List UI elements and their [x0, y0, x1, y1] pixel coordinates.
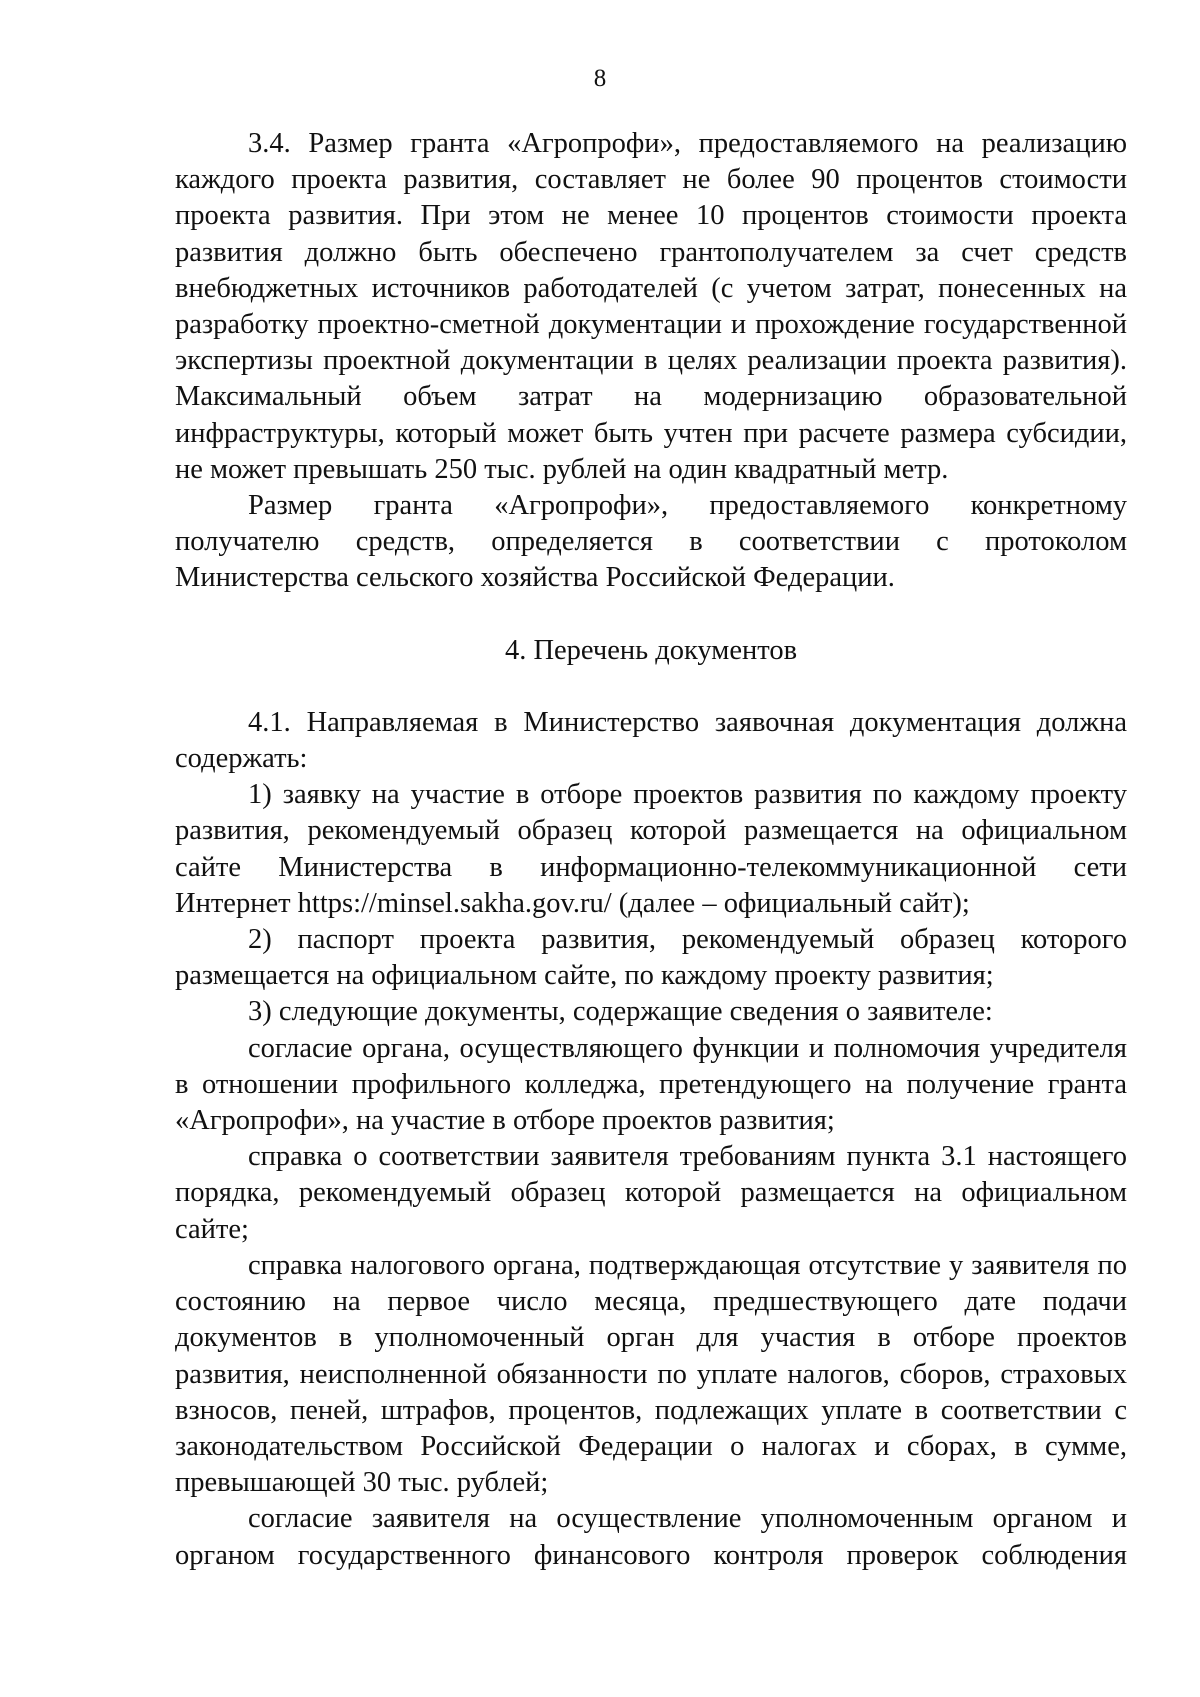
- list-item-1: 1) заявку на участие в отборе проектов развития по каждому проекту развития, рекомендуемый образец которой размещается на официальном сайте Министерства в информационно-телекоммуникационной сети Интернет https://minsel.sakha.gov.ru/ (далее – официальный сайт);: [175, 779, 1127, 919]
- list-item-2: 2) паспорт проекта развития, рекомендуемый образец которого размещается на официальном сайте, по каждому проекту развития;: [175, 924, 1127, 992]
- list-item-3: 3) следующие документы, содержащие сведения о заявителе:: [248, 996, 993, 1028]
- subitem-founder-consent: согласие органа, осуществляющего функции и полномочия учредителя в отношении профильного колледжа, претендующего на получение гранта «Агропрофи», на участие в отборе проектов развития;: [175, 1032, 1127, 1137]
- paragraph-3-4: 3.4. Размер гранта «Агропрофи», предоставляемого на реализацию каждого проекта развития, составляет не более 90 процентов стоимости проекта развития. При этом не менее 10 процентов стоимости проекта развития должно быть обеспечено грантополучателем за счет средств внебюджетных источников работодателей (с учетом затрат, понесенных на разработку проектно-сметной документации и прохождение государственной экспертизы проектной документации в целях реализации проекта развития). Максимальный объем затрат на модернизацию образовательной инфраструктуры, который может быть учтен при расчете размера субсидии, не может превышать 250 тыс. рублей на один квадратный метр.: [175, 128, 1127, 485]
- section-heading: 4. Перечень документов: [504, 634, 798, 666]
- page-number: 8: [593, 65, 607, 92]
- subitem-tax-certificate: справка налогового органа, подтверждающая отсутствие у заявителя по состоянию на первое число месяца, предшествующего дате подачи документов в уполномоченный орган для участия в отборе проектов развития, неисполненной обязанности по уплате налогов, сборов, страховых взносов, пеней, штрафов, процентов, подлежащих уплате в соответствии с законодательством Российской Федерации о налогах и сборах, в сумме, превышающей 30 тыс. рублей;: [175, 1249, 1127, 1499]
- paragraph-4-1: 4.1. Направляемая в Министерство заявочная документация должна содержать:: [175, 706, 1127, 775]
- subitem-compliance-certificate: справка о соответствии заявителя требованиям пункта 3.1 настоящего порядка, рекомендуемый образец которой размещается на официальном сайте;: [175, 1141, 1127, 1245]
- subitem-inspection-consent: согласие заявителя на осуществление уполномоченным органом и органом государственного финансового контроля проверок соблюдения: [175, 1503, 1127, 1571]
- paragraph-grant-size: Размер гранта «Агропрофи», предоставляемого конкретному получателю средств, определяется в соответствии с протоколом Министерства сельского хозяйства Российской Федерации.: [175, 490, 1127, 594]
- document-body: [175, 126, 1127, 1574]
